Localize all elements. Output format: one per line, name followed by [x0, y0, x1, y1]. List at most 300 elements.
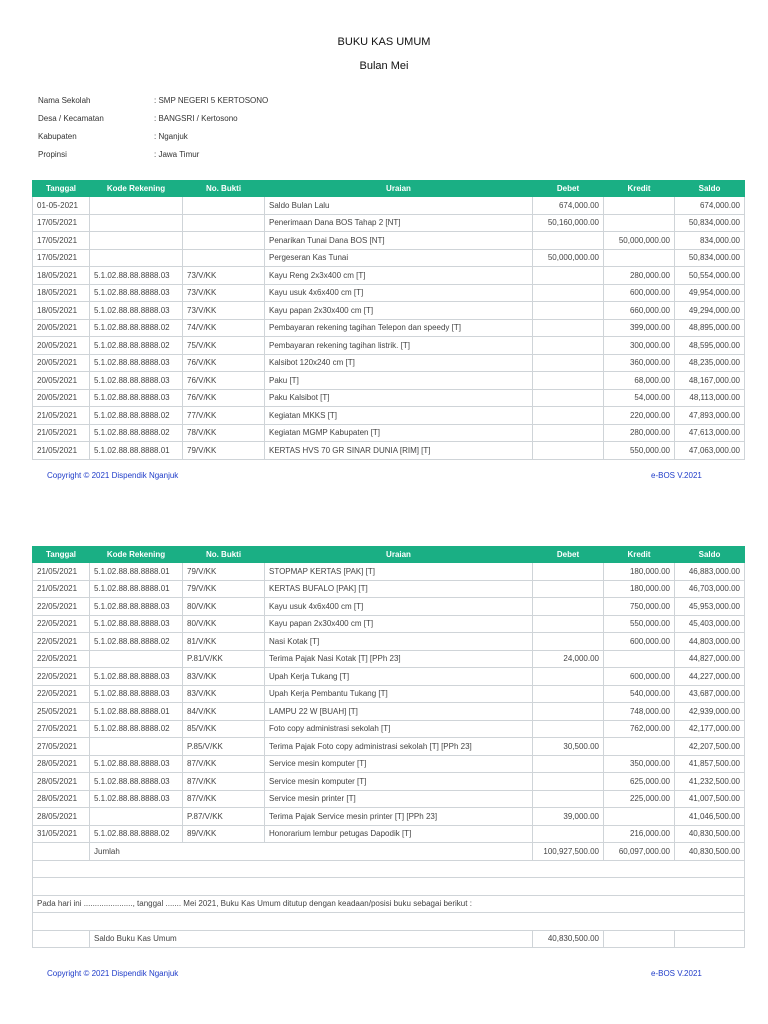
account-code-cell: 5.1.02.88.88.8888.02 [90, 319, 183, 337]
credit-cell: 600,000.00 [604, 668, 675, 686]
receipt-no-cell: P.81/V/KK [183, 650, 265, 668]
debit-cell [533, 598, 604, 616]
date-cell: 20/05/2021 [33, 337, 90, 355]
receipt-no-cell: 84/V/KK [183, 703, 265, 721]
balance-cell: 834,000.00 [675, 232, 745, 250]
date-cell: 20/05/2021 [33, 389, 90, 407]
table-row [33, 650, 745, 668]
document-title: BUKU KAS UMUM [337, 36, 431, 48]
account-code-cell: 5.1.02.88.88.8888.03 [90, 668, 183, 686]
account-code-cell: 5.1.02.88.88.8888.02 [90, 633, 183, 651]
table-row [33, 354, 745, 372]
balance-cell: 44,827,000.00 [675, 650, 745, 668]
account-code-cell [90, 214, 183, 232]
column-header-credit: Kredit [604, 547, 675, 563]
account-code-cell: 5.1.02.88.88.8888.03 [90, 389, 183, 407]
date-cell: 22/05/2021 [33, 598, 90, 616]
debit-cell [533, 773, 604, 791]
saldo-cell-empty [33, 930, 90, 948]
description-cell: KERTAS BUFALO [PAK] [T] [265, 580, 533, 598]
table-row [33, 598, 745, 616]
balance-cell: 44,227,000.00 [675, 668, 745, 686]
table-row [33, 738, 745, 756]
debit-cell [533, 337, 604, 355]
balance-cell: 41,857,500.00 [675, 755, 745, 773]
credit-cell: 360,000.00 [604, 354, 675, 372]
account-code-cell: 5.1.02.88.88.8888.03 [90, 598, 183, 616]
table-row [33, 389, 745, 407]
description-cell: Honorarium lembur petugas Dapodik [T] [265, 825, 533, 843]
credit-cell: 748,000.00 [604, 703, 675, 721]
description-cell: Paku [T] [265, 372, 533, 390]
receipt-no-cell: 75/V/KK [183, 337, 265, 355]
debit-cell [533, 703, 604, 721]
date-cell: 20/05/2021 [33, 372, 90, 390]
column-header-account-code: Kode Rekening [90, 181, 183, 197]
date-cell: 17/05/2021 [33, 214, 90, 232]
description-cell: Penerimaan Dana BOS Tahap 2 [NT] [265, 214, 533, 232]
date-cell: 21/05/2021 [33, 424, 90, 442]
debit-cell [533, 633, 604, 651]
info-row-province [38, 149, 268, 167]
date-cell: 17/05/2021 [33, 249, 90, 267]
debit-cell: 24,000.00 [533, 650, 604, 668]
credit-cell: 750,000.00 [604, 598, 675, 616]
balance-cell: 48,235,000.00 [675, 354, 745, 372]
receipt-no-cell: 78/V/KK [183, 424, 265, 442]
description-cell: STOPMAP KERTAS [PAK] [T] [265, 563, 533, 581]
account-code-cell: 5.1.02.88.88.8888.03 [90, 372, 183, 390]
account-code-cell: 5.1.02.88.88.8888.03 [90, 790, 183, 808]
saldo-value: 40,830,500.00 [533, 930, 604, 948]
receipt-no-cell: 79/V/KK [183, 580, 265, 598]
balance-cell: 48,167,000.00 [675, 372, 745, 390]
credit-cell: 600,000.00 [604, 284, 675, 302]
info-row-school [38, 95, 268, 113]
table-row [33, 755, 745, 773]
receipt-no-cell [183, 249, 265, 267]
table-row [33, 319, 745, 337]
description-cell: Service mesin printer [T] [265, 790, 533, 808]
column-header-receipt-no: No. Bukti [183, 181, 265, 197]
balance-cell: 41,007,500.00 [675, 790, 745, 808]
table-row [33, 720, 745, 738]
account-code-cell: 5.1.02.88.88.8888.03 [90, 755, 183, 773]
account-code-cell: 5.1.02.88.88.8888.02 [90, 720, 183, 738]
credit-cell [604, 808, 675, 826]
balance-cell: 674,000.00 [675, 197, 745, 215]
account-code-cell: 5.1.02.88.88.8888.02 [90, 825, 183, 843]
table-row [33, 424, 745, 442]
debit-cell: 50,000,000.00 [533, 249, 604, 267]
copyright-text: Copyright © 2021 Dispendik Nganjuk [47, 969, 179, 978]
table-row [33, 685, 745, 703]
date-cell: 31/05/2021 [33, 825, 90, 843]
description-cell: KERTAS HVS 70 GR SINAR DUNIA [RIM] [T] [265, 442, 533, 460]
receipt-no-cell: 81/V/KK [183, 633, 265, 651]
column-header-credit: Kredit [604, 181, 675, 197]
date-cell: 22/05/2021 [33, 668, 90, 686]
balance-cell: 48,113,000.00 [675, 389, 745, 407]
credit-cell: 68,000.00 [604, 372, 675, 390]
account-code-cell [90, 197, 183, 215]
date-cell: 01-05-2021 [33, 197, 90, 215]
document-subtitle: Bulan Mei [359, 60, 409, 72]
description-cell: Paku Kalsibot [T] [265, 389, 533, 407]
debit-cell [533, 302, 604, 320]
description-cell: Terima Pajak Service mesin printer [T] [PPh 23] [265, 808, 533, 826]
credit-cell: 660,000.00 [604, 302, 675, 320]
debit-cell: 39,000.00 [533, 808, 604, 826]
account-code-cell: 5.1.02.88.88.8888.03 [90, 302, 183, 320]
receipt-no-cell: 73/V/KK [183, 284, 265, 302]
table-row [33, 337, 745, 355]
debit-cell: 30,500.00 [533, 738, 604, 756]
credit-cell: 350,000.00 [604, 755, 675, 773]
info-value: : BANGSRI / Kertosono [154, 114, 238, 123]
saldo-label: Saldo Buku Kas Umum [90, 930, 533, 948]
credit-cell [604, 738, 675, 756]
debit-cell [533, 424, 604, 442]
credit-cell: 540,000.00 [604, 685, 675, 703]
date-cell: 20/05/2021 [33, 319, 90, 337]
date-cell: 18/05/2021 [33, 267, 90, 285]
info-row-village [38, 113, 268, 131]
table-header-row [33, 181, 745, 197]
blank-row [33, 878, 745, 896]
table-row [33, 790, 745, 808]
balance-cell: 42,939,000.00 [675, 703, 745, 721]
account-code-cell: 5.1.02.88.88.8888.01 [90, 442, 183, 460]
totals-kredit: 60,097,000.00 [604, 843, 675, 861]
description-cell: Kayu papan 2x30x400 cm [T] [265, 302, 533, 320]
column-header-description: Uraian [265, 181, 533, 197]
description-cell: Saldo Bulan Lalu [265, 197, 533, 215]
receipt-no-cell: 73/V/KK [183, 302, 265, 320]
info-label: Desa / Kecamatan [38, 114, 104, 123]
account-code-cell: 5.1.02.88.88.8888.03 [90, 354, 183, 372]
account-code-cell: 5.1.02.88.88.8888.02 [90, 407, 183, 425]
credit-cell: 180,000.00 [604, 563, 675, 581]
receipt-no-cell: 79/V/KK [183, 563, 265, 581]
closing-statement: Pada hari ini ......................, tanggal ....... Mei 2021, Buku Kas Umum ditutup dengan keadaan/posisi buku sebagai berikut : [33, 895, 745, 913]
date-cell: 27/05/2021 [33, 738, 90, 756]
table-row [33, 407, 745, 425]
receipt-no-cell: 83/V/KK [183, 668, 265, 686]
cash-book-table-page2 [32, 546, 745, 948]
credit-cell [604, 214, 675, 232]
debit-cell [533, 232, 604, 250]
closing-statement-row [33, 895, 745, 913]
debit-cell [533, 685, 604, 703]
receipt-no-cell [183, 214, 265, 232]
credit-cell [604, 249, 675, 267]
debit-cell [533, 668, 604, 686]
debit-cell [533, 563, 604, 581]
table-row [33, 232, 745, 250]
date-cell: 20/05/2021 [33, 354, 90, 372]
balance-cell: 42,177,000.00 [675, 720, 745, 738]
totals-cell-empty [33, 843, 90, 861]
table-header-row [33, 547, 745, 563]
date-cell: 22/05/2021 [33, 650, 90, 668]
balance-cell: 40,830,500.00 [675, 825, 745, 843]
balance-cell: 46,703,000.00 [675, 580, 745, 598]
version-text: e-BOS V.2021 [651, 969, 702, 978]
balance-cell: 45,403,000.00 [675, 615, 745, 633]
table-row [33, 267, 745, 285]
credit-cell: 280,000.00 [604, 267, 675, 285]
table-row [33, 214, 745, 232]
table-row [33, 284, 745, 302]
totals-label: Jumlah [90, 843, 533, 861]
debit-cell [533, 755, 604, 773]
debit-cell [533, 720, 604, 738]
debit-cell [533, 580, 604, 598]
account-code-cell: 5.1.02.88.88.8888.03 [90, 685, 183, 703]
description-cell: LAMPU 22 W [BUAH] [T] [265, 703, 533, 721]
balance-cell: 50,554,000.00 [675, 267, 745, 285]
table-row [33, 249, 745, 267]
debit-cell [533, 615, 604, 633]
saldo-cell-empty [604, 930, 675, 948]
balance-cell: 47,893,000.00 [675, 407, 745, 425]
cash-book-table-page1 [32, 180, 745, 460]
date-cell: 22/05/2021 [33, 615, 90, 633]
column-header-debit: Debet [533, 547, 604, 563]
account-code-cell: 5.1.02.88.88.8888.02 [90, 424, 183, 442]
date-cell: 28/05/2021 [33, 755, 90, 773]
credit-cell [604, 650, 675, 668]
debit-cell [533, 267, 604, 285]
account-code-cell: 5.1.02.88.88.8888.03 [90, 267, 183, 285]
date-cell: 25/05/2021 [33, 703, 90, 721]
balance-cell: 41,046,500.00 [675, 808, 745, 826]
credit-cell: 550,000.00 [604, 442, 675, 460]
receipt-no-cell: 87/V/KK [183, 790, 265, 808]
description-cell: Upah Kerja Pembantu Tukang [T] [265, 685, 533, 703]
info-label: Propinsi [38, 150, 67, 159]
debit-cell [533, 407, 604, 425]
receipt-no-cell: 76/V/KK [183, 372, 265, 390]
description-cell: Pembayaran rekening tagihan listrik. [T] [265, 337, 533, 355]
account-code-cell: 5.1.02.88.88.8888.01 [90, 563, 183, 581]
credit-cell: 180,000.00 [604, 580, 675, 598]
description-cell: Kegiatan MKKS [T] [265, 407, 533, 425]
credit-cell: 762,000.00 [604, 720, 675, 738]
balance-cell: 50,834,000.00 [675, 249, 745, 267]
balance-cell: 43,687,000.00 [675, 685, 745, 703]
receipt-no-cell: 83/V/KK [183, 685, 265, 703]
totals-saldo: 40,830,500.00 [675, 843, 745, 861]
info-value: : Nganjuk [154, 132, 188, 141]
credit-cell: 220,000.00 [604, 407, 675, 425]
description-cell: Kayu Reng 2x3x400 cm [T] [265, 267, 533, 285]
blank-row [33, 860, 745, 878]
info-row-regency [38, 131, 268, 149]
debit-cell: 50,160,000.00 [533, 214, 604, 232]
description-cell: Pembayaran rekening tagihan Telepon dan speedy [T] [265, 319, 533, 337]
info-value: : SMP NEGERI 5 KERTOSONO [154, 96, 269, 105]
date-cell: 21/05/2021 [33, 407, 90, 425]
column-header-date: Tanggal [33, 181, 90, 197]
balance-cell: 49,294,000.00 [675, 302, 745, 320]
balance-cell: 41,232,500.00 [675, 773, 745, 791]
date-cell: 21/05/2021 [33, 580, 90, 598]
receipt-no-cell: 80/V/KK [183, 615, 265, 633]
balance-cell: 49,954,000.00 [675, 284, 745, 302]
description-cell: Service mesin komputer [T] [265, 755, 533, 773]
credit-cell: 550,000.00 [604, 615, 675, 633]
description-cell: Nasi Kotak [T] [265, 633, 533, 651]
debit-cell [533, 284, 604, 302]
info-label: Nama Sekolah [38, 96, 91, 105]
column-header-description: Uraian [265, 547, 533, 563]
saldo-cell-empty [675, 930, 745, 948]
date-cell: 22/05/2021 [33, 633, 90, 651]
balance-cell: 48,895,000.00 [675, 319, 745, 337]
credit-cell: 54,000.00 [604, 389, 675, 407]
date-cell: 18/05/2021 [33, 284, 90, 302]
column-header-balance: Saldo [675, 547, 745, 563]
date-cell: 22/05/2021 [33, 685, 90, 703]
table-row [33, 703, 745, 721]
receipt-no-cell: 77/V/KK [183, 407, 265, 425]
account-code-cell: 5.1.02.88.88.8888.01 [90, 703, 183, 721]
date-cell: 27/05/2021 [33, 720, 90, 738]
table-row [33, 773, 745, 791]
debit-cell [533, 825, 604, 843]
totals-row [33, 843, 745, 861]
balance-cell: 42,207,500.00 [675, 738, 745, 756]
table-row [33, 633, 745, 651]
receipt-no-cell: 85/V/KK [183, 720, 265, 738]
balance-cell: 44,803,000.00 [675, 633, 745, 651]
receipt-no-cell: 80/V/KK [183, 598, 265, 616]
description-cell: Kayu papan 2x30x400 cm [T] [265, 615, 533, 633]
account-code-cell [90, 650, 183, 668]
description-cell: Upah Kerja Tukang [T] [265, 668, 533, 686]
credit-cell: 399,000.00 [604, 319, 675, 337]
receipt-no-cell: 76/V/KK [183, 354, 265, 372]
receipt-no-cell: 76/V/KK [183, 389, 265, 407]
table-row [33, 302, 745, 320]
description-cell: Terima Pajak Nasi Kotak [T] [PPh 23] [265, 650, 533, 668]
column-header-account-code: Kode Rekening [90, 547, 183, 563]
receipt-no-cell: 79/V/KK [183, 442, 265, 460]
table-row [33, 372, 745, 390]
receipt-no-cell: 87/V/KK [183, 773, 265, 791]
receipt-no-cell [183, 232, 265, 250]
description-cell: Penarikan Tunai Dana BOS [NT] [265, 232, 533, 250]
debit-cell [533, 389, 604, 407]
description-cell: Kegiatan MGMP Kabupaten [T] [265, 424, 533, 442]
balance-cell: 46,883,000.00 [675, 563, 745, 581]
date-cell: 28/05/2021 [33, 808, 90, 826]
receipt-no-cell: 73/V/KK [183, 267, 265, 285]
table-row [33, 563, 745, 581]
receipt-no-cell: 89/V/KK [183, 825, 265, 843]
debit-cell [533, 372, 604, 390]
table-row [33, 197, 745, 215]
version-text: e-BOS V.2021 [651, 471, 702, 480]
description-cell: Service mesin komputer [T] [265, 773, 533, 791]
receipt-no-cell: P.87/V/KK [183, 808, 265, 826]
account-code-cell: 5.1.02.88.88.8888.02 [90, 337, 183, 355]
info-value: : Jawa Timur [154, 150, 200, 159]
date-cell: 21/05/2021 [33, 563, 90, 581]
description-cell: Pergeseran Kas Tunai [265, 249, 533, 267]
table-row [33, 825, 745, 843]
debit-cell [533, 790, 604, 808]
table-row [33, 808, 745, 826]
totals-debet: 100,927,500.00 [533, 843, 604, 861]
credit-cell: 600,000.00 [604, 633, 675, 651]
column-header-balance: Saldo [675, 181, 745, 197]
date-cell: 17/05/2021 [33, 232, 90, 250]
info-label: Kabupaten [38, 132, 77, 141]
date-cell: 28/05/2021 [33, 790, 90, 808]
debit-cell [533, 319, 604, 337]
balance-cell: 50,834,000.00 [675, 214, 745, 232]
account-code-cell [90, 738, 183, 756]
column-header-debit: Debet [533, 181, 604, 197]
description-cell: Kayu usuk 4x6x400 cm [T] [265, 598, 533, 616]
school-info [38, 95, 268, 167]
account-code-cell: 5.1.02.88.88.8888.01 [90, 580, 183, 598]
account-code-cell: 5.1.02.88.88.8888.03 [90, 615, 183, 633]
date-cell: 18/05/2021 [33, 302, 90, 320]
account-code-cell [90, 249, 183, 267]
credit-cell: 50,000,000.00 [604, 232, 675, 250]
balance-cell: 47,613,000.00 [675, 424, 745, 442]
balance-cell: 45,953,000.00 [675, 598, 745, 616]
date-cell: 28/05/2021 [33, 773, 90, 791]
blank-row [33, 913, 745, 931]
column-header-date: Tanggal [33, 547, 90, 563]
table-row [33, 615, 745, 633]
receipt-no-cell [183, 197, 265, 215]
credit-cell: 225,000.00 [604, 790, 675, 808]
credit-cell: 300,000.00 [604, 337, 675, 355]
table-row [33, 580, 745, 598]
account-code-cell [90, 808, 183, 826]
description-cell: Kayu usuk 4x6x400 cm [T] [265, 284, 533, 302]
date-cell: 21/05/2021 [33, 442, 90, 460]
debit-cell: 674,000.00 [533, 197, 604, 215]
debit-cell [533, 442, 604, 460]
column-header-receipt-no: No. Bukti [183, 547, 265, 563]
description-cell: Foto copy administrasi sekolah [T] [265, 720, 533, 738]
saldo-row [33, 930, 745, 948]
account-code-cell: 5.1.02.88.88.8888.03 [90, 284, 183, 302]
credit-cell: 280,000.00 [604, 424, 675, 442]
copyright-text: Copyright © 2021 Dispendik Nganjuk [47, 471, 179, 480]
credit-cell [604, 197, 675, 215]
debit-cell [533, 354, 604, 372]
credit-cell: 216,000.00 [604, 825, 675, 843]
account-code-cell: 5.1.02.88.88.8888.03 [90, 773, 183, 791]
receipt-no-cell: P.85/V/KK [183, 738, 265, 756]
description-cell: Terima Pajak Foto copy administrasi sekolah [T] [PPh 23] [265, 738, 533, 756]
description-cell: Kalsibot 120x240 cm [T] [265, 354, 533, 372]
table-row [33, 668, 745, 686]
balance-cell: 47,063,000.00 [675, 442, 745, 460]
account-code-cell [90, 232, 183, 250]
credit-cell: 625,000.00 [604, 773, 675, 791]
receipt-no-cell: 74/V/KK [183, 319, 265, 337]
balance-cell: 48,595,000.00 [675, 337, 745, 355]
